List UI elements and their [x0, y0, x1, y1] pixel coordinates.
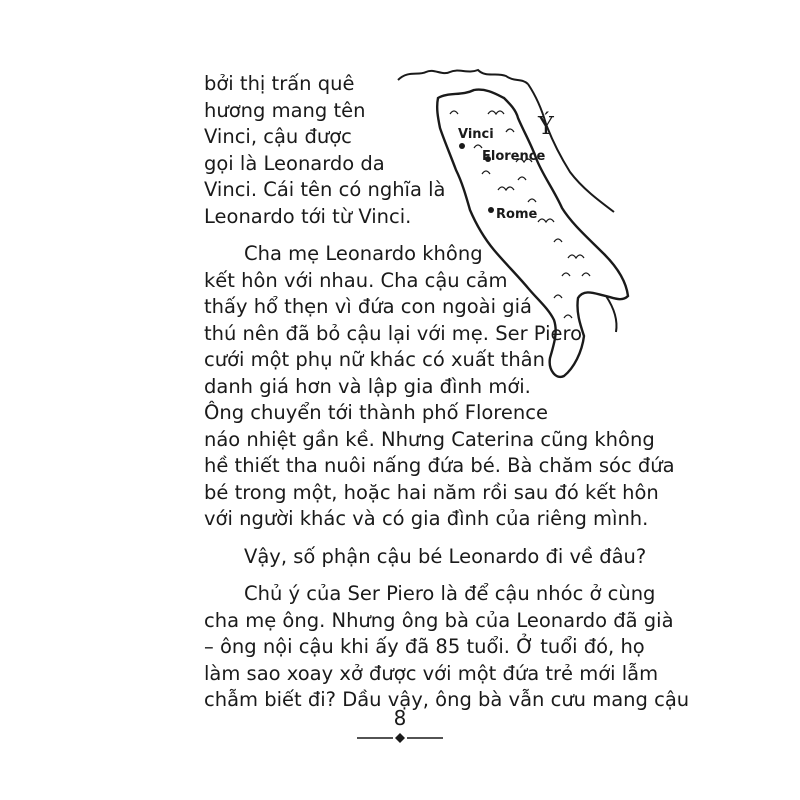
page-number-ornament — [355, 732, 445, 744]
rome-dot — [488, 207, 494, 213]
text-line: hương mang tên — [204, 99, 366, 122]
italy-map — [378, 62, 632, 382]
text-line: hề thiết tha nuôi nấng đứa bé. Bà chăm sóc đứa — [204, 454, 675, 477]
text-line: chẫm biết đi? Dầu vậy, ông bà vẫn cưu mang cậu — [204, 688, 690, 711]
text-line: cưới một phụ nữ khác có xuất thân — [204, 348, 545, 371]
text-line: gọi là Leonardo da — [204, 152, 385, 175]
text-line: Vậy, số phận cậu bé Leonardo đi về đâu? — [244, 545, 647, 568]
text-line: Ông chuyển tới thành phố Florence — [204, 401, 548, 424]
city-label-vinci: Vinci — [458, 127, 494, 142]
text-line: thú nên đã bỏ cậu lại với mẹ. Ser Piero — [204, 322, 583, 345]
text-line: bé trong một, hoặc hai năm rồi sau đó kết hôn — [204, 481, 659, 504]
text-line: cha mẹ ông. Nhưng ông bà của Leonardo đã già — [204, 609, 674, 632]
text-line: Vinci. Cái tên có nghĩa là — [204, 178, 446, 201]
text-line: Vinci, cậu được — [204, 125, 352, 148]
text-line: – ông nội cậu khi ấy đã 85 tuổi. Ở tuổi đó, họ — [204, 635, 645, 658]
text-line: Leonardo tới từ Vinci. — [204, 205, 412, 228]
text-line: bởi thị trấn quê — [204, 72, 355, 95]
text-line: làm sao xoay xở được với một đứa trẻ mới lẫm — [204, 662, 659, 685]
text-line: thấy hổ thẹn vì đứa con ngoài giá — [204, 295, 532, 318]
city-label-rome: Rome — [496, 207, 538, 222]
country-label: Ý — [538, 112, 554, 140]
text-line: danh giá hơn và lập gia đình mới. — [204, 375, 531, 398]
italy-map-drawing — [378, 62, 632, 382]
text-line: náo nhiệt gần kề. Nhưng Caterina cũng không — [204, 428, 655, 451]
text-line: Cha mẹ Leonardo không — [244, 242, 483, 265]
city-label-florence: Florence — [482, 149, 546, 164]
adriatic-coast — [528, 84, 614, 212]
text-line: Chủ ý của Ser Piero là để cậu nhóc ở cùng — [244, 582, 656, 605]
vinci-dot — [459, 143, 465, 149]
heel-outline — [606, 296, 617, 332]
page-number: 8 — [393, 706, 407, 730]
text-line: với người khác và có gia đình của riêng mình. — [204, 507, 649, 530]
text-line: kết hôn với nhau. Cha cậu cảm — [204, 269, 508, 292]
alps-outline — [398, 70, 528, 84]
